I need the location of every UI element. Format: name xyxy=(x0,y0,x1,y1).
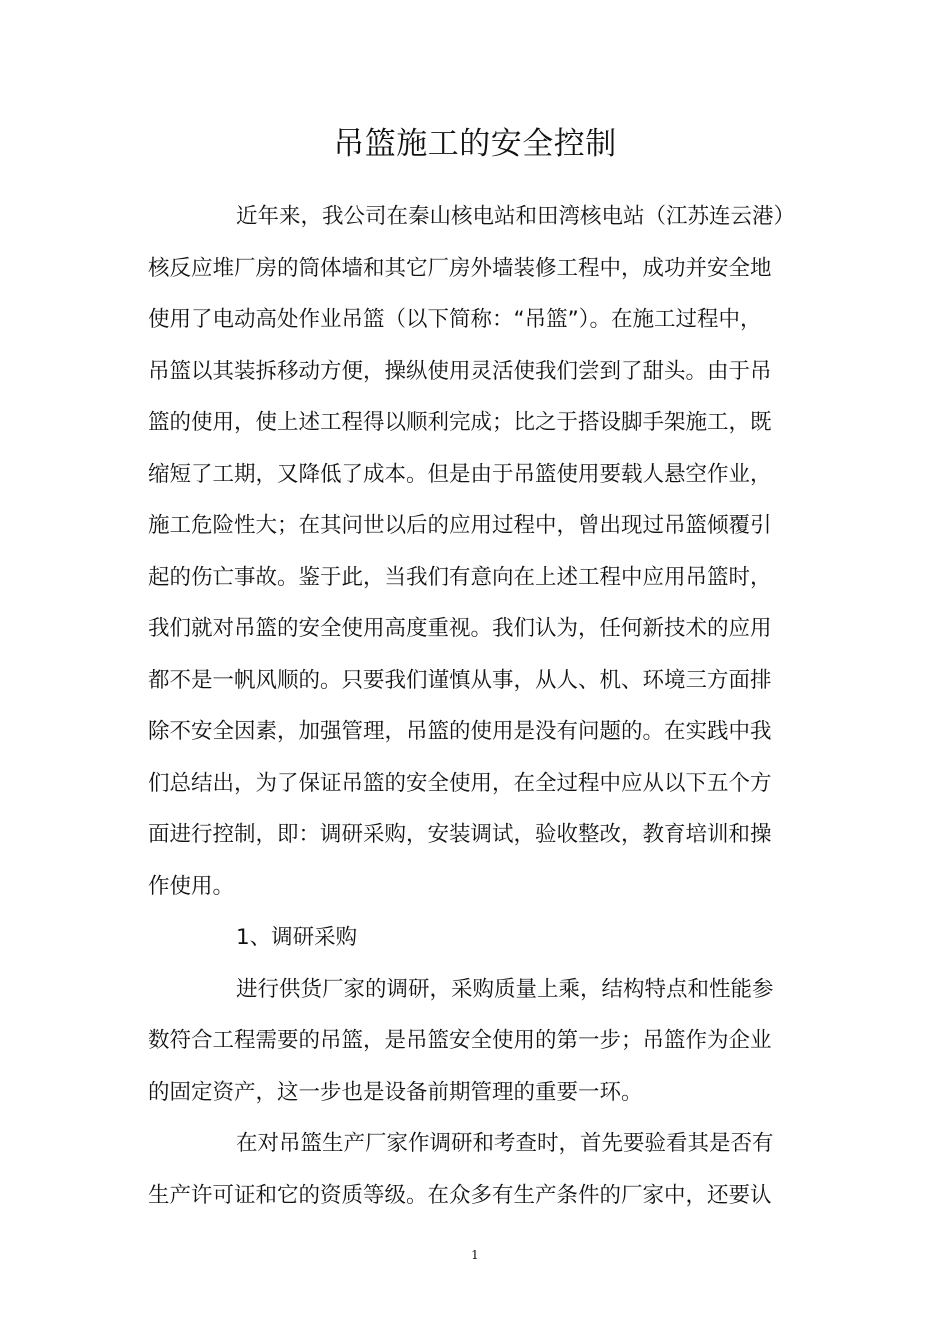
text-line: 起的伤亡事故。鉴于此，当我们有意向在上述工程中应用吊篮时， xyxy=(148,564,772,590)
text-line: 的固定资产，这一步也是设备前期管理的重要一环。 xyxy=(148,1079,643,1105)
text-line: 们总结出，为了保证吊篮的安全使用，在全过程中应从以下五个方 xyxy=(148,770,772,796)
intro-paragraph xyxy=(148,191,798,912)
text-line: 数符合工程需要的吊篮，是吊篮安全使用的第一步；吊篮作为企业 xyxy=(148,1028,772,1053)
document-body xyxy=(148,191,798,1221)
text-line: 近年来，我公司在秦山核电站和田湾核电站（江苏连云港） xyxy=(236,204,796,229)
text-line: 我们就对吊篮的安全使用高度重视。我们认为，任何新技术的应用 xyxy=(148,616,772,641)
text-line: 篮的使用，使上述工程得以顺利完成；比之于搭设脚手架施工，既 xyxy=(148,410,772,435)
document-title: 吊篮施工的安全控制 xyxy=(333,126,617,162)
text-line: 生产许可证和它的资质等级。在众多有生产条件的厂家中，还要认 xyxy=(148,1182,772,1208)
text-line: 除不安全因素，加强管理，吊篮的使用是没有问题的。在实践中我 xyxy=(148,719,772,744)
section-heading: 1、调研采购 xyxy=(236,925,358,950)
text-line: 在对吊篮生产厂家作调研和考查时，首先要验看其是否有 xyxy=(236,1131,774,1156)
page-number: 1 xyxy=(471,1248,479,1262)
text-line: 吊篮以其装拆移动方便，操纵使用灵活使我们尝到了甜头。由于吊 xyxy=(148,358,772,384)
text-line: 使用了电动高处作业吊篮（以下简称：“吊篮”）。在施工过程中， xyxy=(148,307,762,332)
text-line: 面进行控制，即：调研采购，安装调试，验收整改，教育培训和操 xyxy=(148,822,772,847)
section-paragraph xyxy=(148,964,798,1119)
section-paragraph xyxy=(148,1118,798,1221)
text-line: 都不是一帆风顺的。只要我们谨慎从事，从人、机、环境三方面排 xyxy=(148,667,772,693)
text-line: 施工危险性大；在其问世以后的应用过程中，曾出现过吊篮倾覆引 xyxy=(148,513,772,538)
text-line: 核反应堆厂房的筒体墙和其它厂房外墙装修工程中，成功并安全地 xyxy=(148,255,772,281)
text-line: 缩短了工期，又降低了成本。但是由于吊篮使用要载人悬空作业， xyxy=(148,461,772,487)
text-line: 作使用。 xyxy=(148,873,235,899)
text-line: 进行供货厂家的调研，采购质量上乘，结构特点和性能参 xyxy=(236,976,774,1002)
